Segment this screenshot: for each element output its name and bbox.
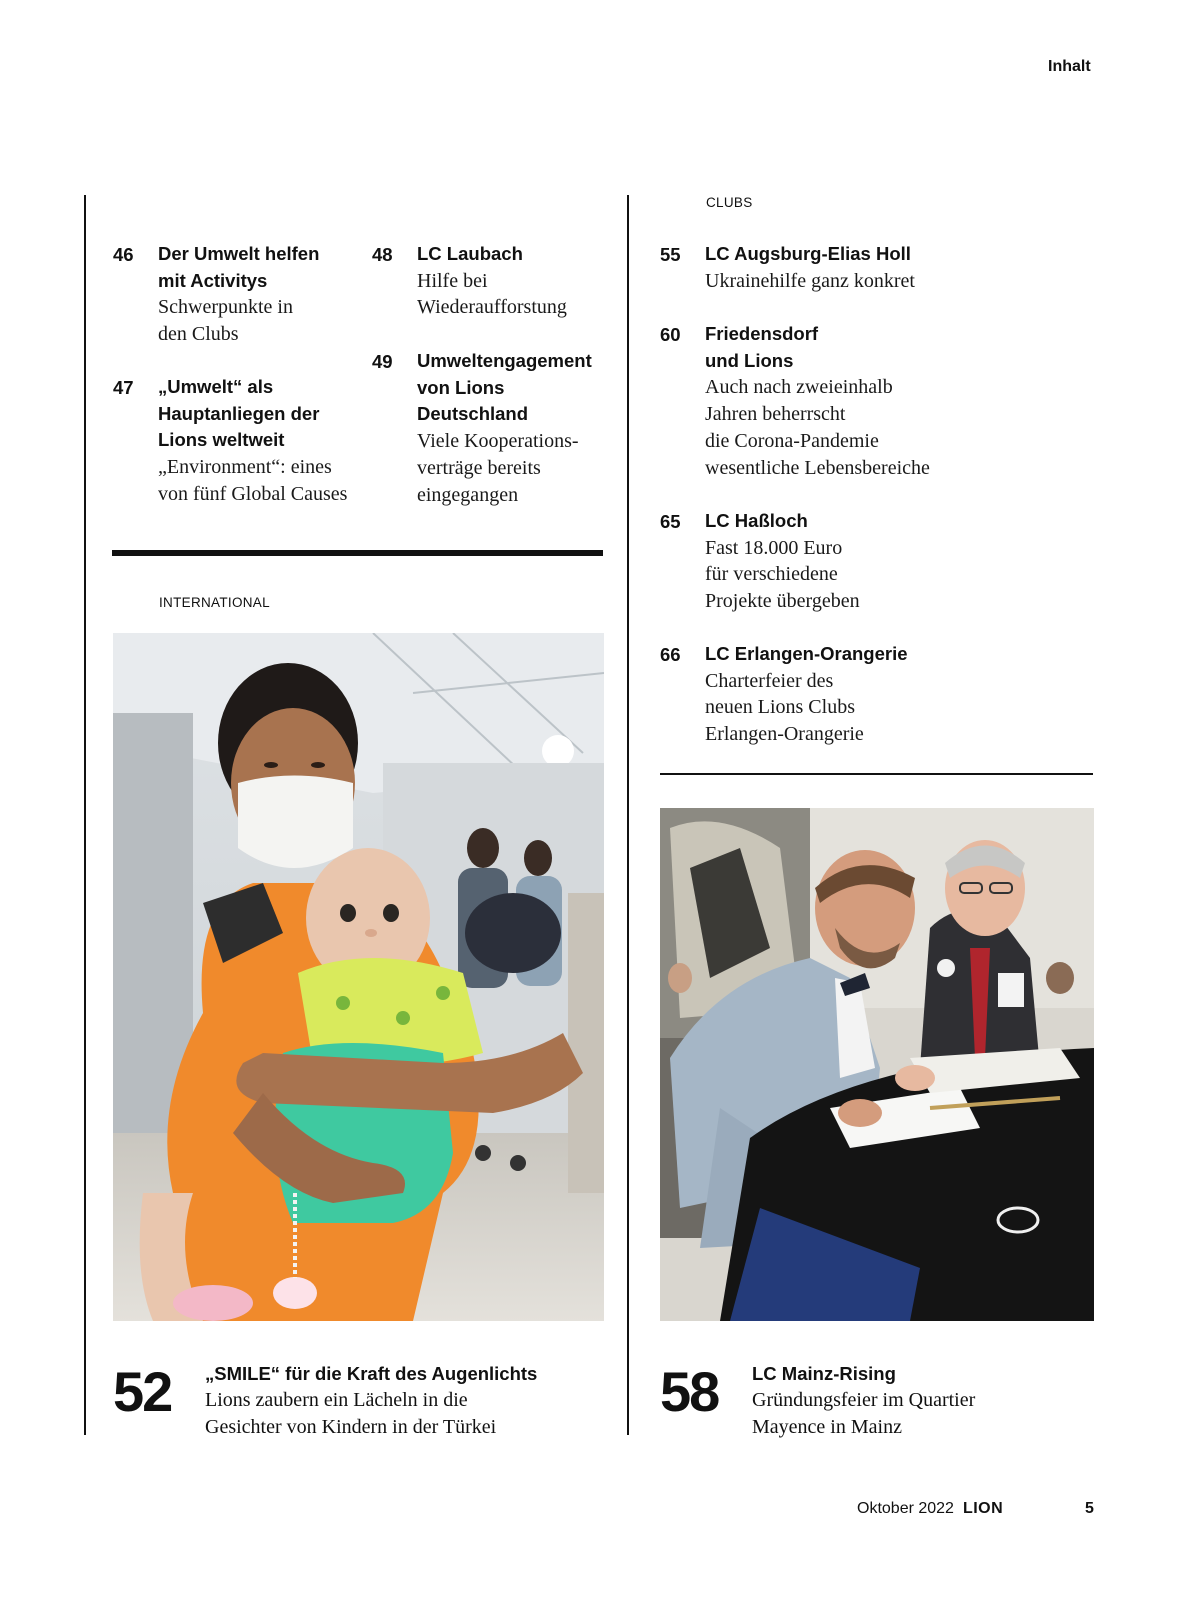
footer-magazine-name: LION	[962, 1500, 1004, 1517]
center-column-rule	[627, 195, 629, 1435]
entry-title: LC Haßloch	[705, 510, 808, 531]
left-column-rule	[84, 195, 86, 1435]
toc-entry[interactable]	[660, 321, 1100, 481]
page-number: 48	[372, 244, 393, 265]
page-number: 60	[660, 324, 681, 345]
section-divider	[660, 773, 1093, 775]
entry-subtitle: Viele Kooperations- verträge bereits eingegangen	[417, 430, 579, 506]
toc-entry[interactable]	[372, 348, 612, 508]
page-number: 65	[660, 511, 681, 532]
entry-title: LC Augsburg-Elias Holl	[705, 243, 911, 264]
entry-title: Der Umwelt helfen mit Activitys	[158, 243, 320, 291]
entry-subtitle: „Environment“: eines von fünf Global Causes	[158, 456, 348, 505]
international-photo[interactable]	[113, 633, 604, 1321]
section-title: Inhalt	[1048, 58, 1091, 75]
toc-entry[interactable]	[660, 641, 1100, 748]
page-number-footer: 5	[1085, 1500, 1095, 1517]
entry-title: LC Laubach	[417, 243, 523, 264]
entry-subtitle: Hilfe bei Wiederaufforstung	[417, 269, 567, 319]
entry-title: Friedensdorf und Lions	[705, 323, 819, 371]
feature-subtitle: Lions zaubern ein Lächeln in die Gesichter von Kindern in der Türkei	[205, 1389, 497, 1438]
entry-subtitle: Fast 18.000 Euro für verschiedene Projekte übergeben	[705, 536, 860, 613]
feature-title: LC Mainz-Rising	[752, 1363, 896, 1384]
feature-page-number: 52	[113, 1360, 172, 1423]
feature-entry-clubs[interactable]	[660, 1360, 1100, 1441]
page-number: 47	[113, 377, 134, 398]
feature-entry-international[interactable]	[113, 1360, 604, 1441]
section-divider	[112, 550, 603, 556]
entry-subtitle: Auch nach zweieinhalb Jahren beherrscht die Corona-Pandemie wesentliche Lebensbereiche	[705, 376, 930, 479]
entry-subtitle: Schwerpunkte in den Clubs	[158, 296, 293, 346]
page-number: 49	[372, 351, 393, 372]
entry-subtitle: Ukrainehilfe ganz konkret	[705, 269, 915, 292]
entry-title: Umweltengagement von Lions Deutschland	[417, 350, 592, 425]
page-number: 55	[660, 244, 681, 265]
toc-entry[interactable]	[372, 241, 612, 321]
feature-title: „SMILE“ für die Kraft des Augenlichts	[205, 1363, 538, 1384]
toc-entry[interactable]	[113, 374, 363, 508]
page-number: 46	[113, 244, 134, 265]
toc-entry[interactable]	[660, 241, 1100, 294]
section-label-international: INTERNATIONAL	[159, 595, 270, 610]
feature-page-number: 58	[660, 1360, 719, 1423]
footer-date: Oktober 2022	[857, 1500, 954, 1517]
feature-subtitle: Gründungsfeier im Quartier Mayence in Mainz	[752, 1389, 976, 1438]
toc-entry[interactable]	[660, 508, 1100, 615]
entry-subtitle: Charterfeier des neuen Lions Clubs Erlangen-Orangerie	[705, 669, 864, 746]
clubs-photo[interactable]	[660, 808, 1094, 1321]
section-label-clubs: CLUBS	[706, 195, 753, 210]
entry-title: „Umwelt“ als Hauptanliegen der Lions weltweit	[158, 376, 320, 451]
page-number: 66	[660, 644, 681, 665]
footer-issue	[857, 1500, 1003, 1518]
entry-title: LC Erlangen-Orangerie	[705, 643, 908, 664]
toc-entry[interactable]	[113, 241, 363, 348]
